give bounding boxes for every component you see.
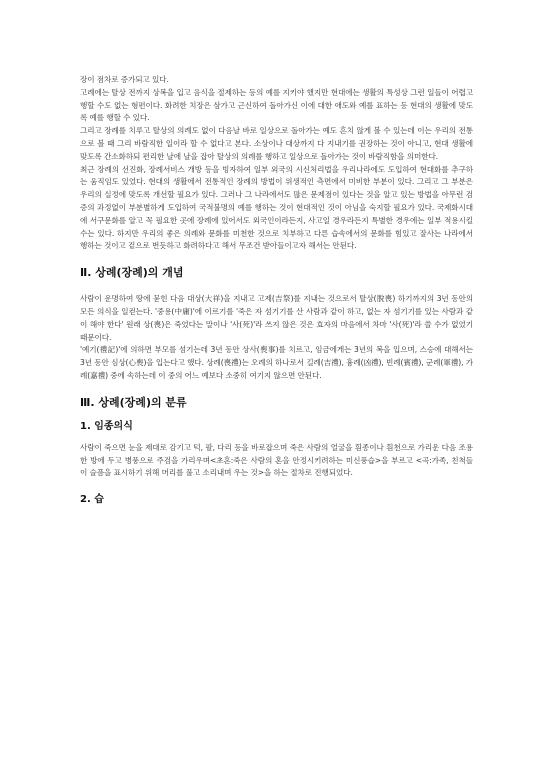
section-heading-concept: Ⅱ. 상례(장례)의 개념 [80, 266, 184, 280]
section-heading-classification: Ⅲ. 상례(장례)의 분류 [80, 395, 187, 409]
concept-paragraph-1: 사람이 운명하여 땅에 묻힌 다음 대상(大祥)을 지내고 고제(吉祭)를 지내는 것으로서 탈상(脫喪) 하기까지의 3년 동안의 모든 의식을 일컫는다. '중용(中庸)'에 이르기를 '죽은 자 섬기기를 산 사람과 같이 하고, 없는 자 섬기기를 있는 사람과 같이 해야 한다' 원래 상(喪)은 죽었다는 말이나 '사(死)'라 쓰지 않은 것은 효자의 마음에서 차마 '사(死)'라 쓸 수가 없었기 때문이다. [80, 294, 473, 342]
intro-paragraph-4: 최근 장례의 선진화, 장례서비스 개방 등을 빙자하여 일부 외국의 시신처리법을 우리나라에도 도입하여 현대화를 추구하는 움직임도 있었다. 현대의 생활에서 전통적인 장례의 방법이 위생적인 측면에서 미비한 부분이 있다. 그리고 그 부분은 우리의 실정에 맞도록 개선할 필요가 있다. 그러나 그 나라에서도 많은 문제점이 있다는 것을 알고 있는 방법을 아무런 검증의 과정없이 부분별하게 도입하여 국적불명의 예를 행하는 것이 현대적인 것이 아님을 숙지할 필요가 있다. 국제화시대에 서구문화를 알고 꼭 필요한 곳에 장례에 있어서도 외국인이라든지, 사고일 경우라든지 특별한 경우에는 일부 적용시킬 수는 있다. 하지만 우리의 좋은 의례와 문화를 미천한 것으로 치부하고 다른 습속에서의 문화를 힘있고 잘사는 나라에서 행하는 것이고 겉으로 번듯하고 화려하다고 해서 무조건 받아들이고자 해서는 안된다. [80, 164, 473, 251]
intro-paragraph-3: 그리고 장례를 치루고 탈상의 의례도 없이 다음날 바로 일상으로 돌아가는 예도 흔치 않게 볼 수 있는데 이는 우리의 전통으로 볼 때 그리 바람직한 일이라 할 수 없다고 본다. 소상이나 대상까지 다 지내기를 권장하는 것이 아니고, 현대 생활에 맞도록 간소화하되 편리한 날에 날을 잡아 탈상의 의례를 행하고 일상으로 돌아가는 것이 바람직함을 의미한다. [80, 126, 473, 161]
classification-paragraph-1: 사람이 죽으면 눈을 제대로 감기고 턱, 팔, 다리 등을 바로잡으며 죽은 사람의 얼굴을 흰종이나 흰천으로 가리운 다음 조용한 방에 두고 병풍으로 주검을 가리우며<초혼:죽은 사람의 혼을 안정시키려하는 미신풍습>을 부르고 <곡:가족, 친척들이 슬픔을 표시하기 위해 머리를 풀고 소리내며 우는 것>을 하는 절차로 진행되었다. [80, 442, 473, 478]
intro-paragraph-1: 장이 점차로 증가되고 있다. [80, 75, 169, 84]
subsection-heading-deathbed: 1. 임종의식 [80, 420, 133, 432]
subsection-heading-seup: 2. 습 [80, 494, 104, 506]
intro-paragraph-2: 고례에는 탈상 전까지 상복을 입고 음식을 절제하는 등의 예를 지키야 했지만 현대에는 생활의 특성상 그런 일들이 어렵고 행할 수도 없는 형편이다. 화려한 치장은 삼가고 근신하여 돌아가신 이에 대한 애도와 예를 표하는 등 현대의 생활에 맞도록 예를 행할 수 있다. [80, 87, 473, 123]
document-page [80, 74, 473, 507]
concept-paragraph-2: '예기(禮記)'에 의하면 부모를 섬기는데 3년 동안 상사(喪事)를 치르고, 임금에게는 3년의 복을 입으며, 스승에 대해서는 3년 동안 심상(心喪)을 입는다고 했다. 상례(喪禮)는 오례의 하나로서 길례(吉禮), 흉례(凶禮), 빈례(賓禮), 군례(軍禮), 가례(嘉禮) 중에 속하는데 이 중의 어느 예보다 소중히 여기지 않으면 안된다. [80, 345, 473, 380]
